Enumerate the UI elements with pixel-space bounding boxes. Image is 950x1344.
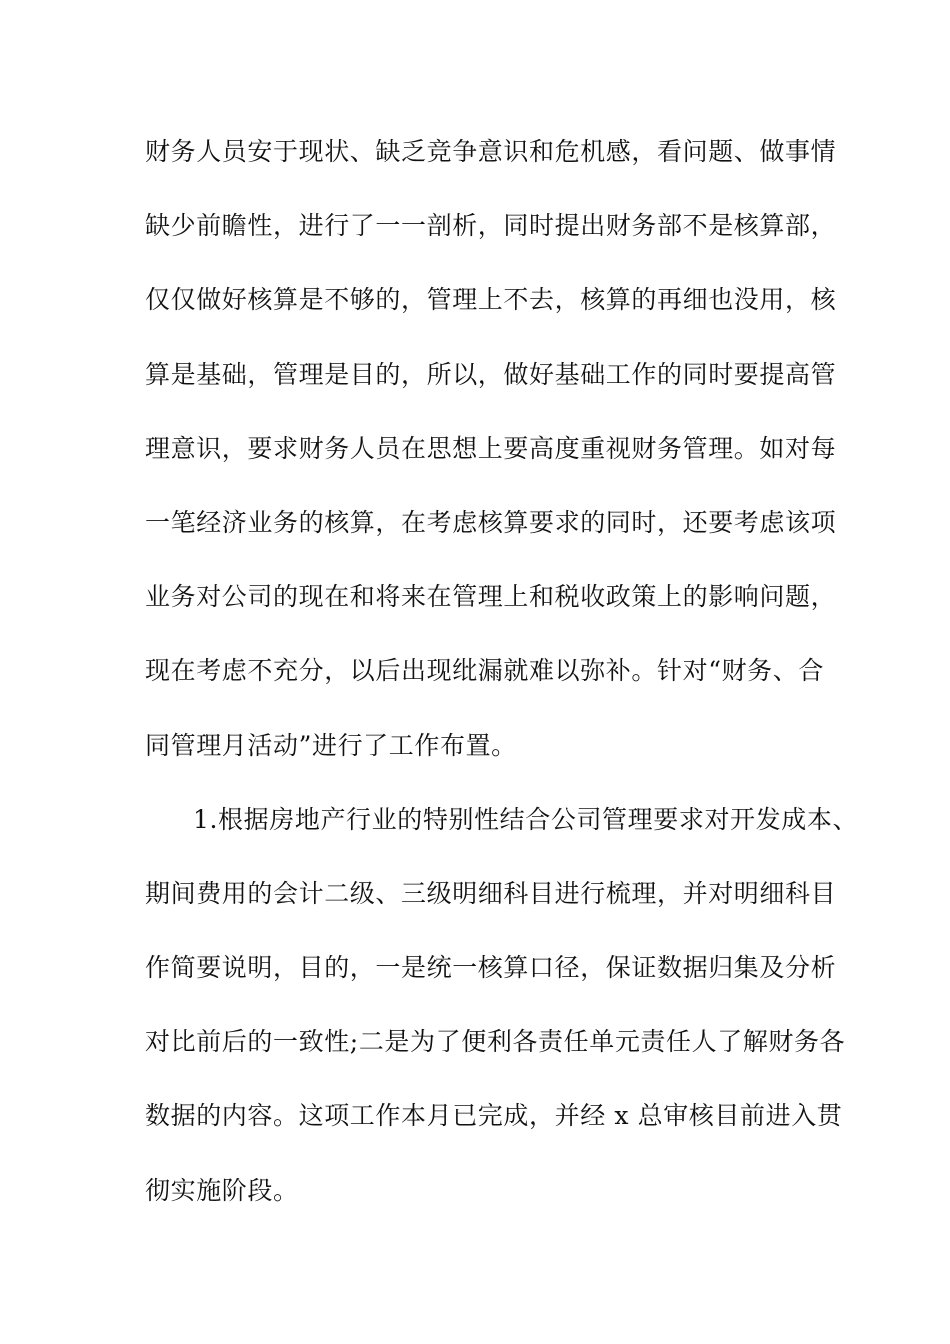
text-line: 期间费用的会计二级、三级明细科目进行梳理，并对明细科目	[145, 878, 837, 908]
text-line: 数据的内容。这项工作本月已完成，并经 x 总审核目前进入贯	[145, 1101, 843, 1131]
text-line: 现在考虑不充分，以后出现纰漏就难以弥补。针对“财务、合	[145, 656, 824, 686]
text-line: 作简要说明，目的，一是统一核算口径，保证数据归集及分析	[145, 953, 837, 983]
text-line: 对比前后的一致性;二是为了便利各责任单元责任人了解财务各	[145, 1027, 846, 1057]
paragraph-2	[145, 795, 859, 1240]
paragraph-1	[145, 127, 837, 795]
text-line: 同管理月活动”进行了工作布置。	[145, 730, 517, 760]
text-line: 缺少前瞻性，进行了一一剖析，同时提出财务部不是核算部，	[145, 211, 837, 241]
text-line: 算是基础，管理是目的，所以，做好基础工作的同时要提高管	[145, 359, 837, 389]
text-line: 1.根据房地产行业的特别性结合公司管理要求对开发成本、	[193, 804, 859, 834]
document-body	[145, 127, 859, 1240]
text-line: 彻实施阶段。	[145, 1175, 299, 1205]
text-line: 仅仅做好核算是不够的，管理上不去，核算的再细也没用，核	[145, 285, 837, 315]
text-line: 财务人员安于现状、缺乏竞争意识和危机感，看问题、做事情	[145, 137, 837, 166]
text-line: 一笔经济业务的核算，在考虑核算要求的同时，还要考虑该项	[145, 507, 837, 537]
text-line: 业务对公司的现在和将来在管理上和税收政策上的影响问题，	[145, 582, 837, 612]
text-line: 理意识，要求财务人员在思想上要高度重视财务管理。如对每	[145, 433, 837, 463]
